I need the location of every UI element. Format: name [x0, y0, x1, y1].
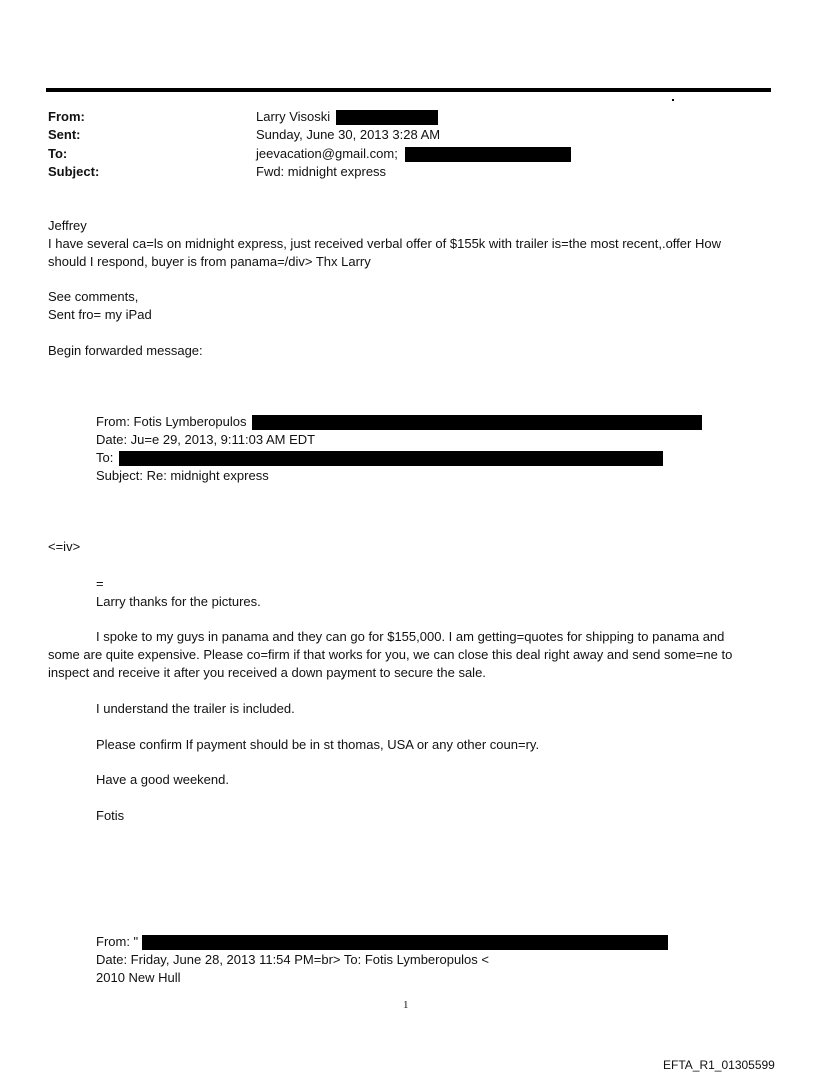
greeting: Jeffrey: [48, 218, 87, 233]
from-name: Larry Visoski: [256, 109, 331, 124]
sent-value: Sunday, June 30, 2013 3:28 AM: [256, 127, 441, 142]
redaction-box: [336, 110, 438, 125]
para1-line-3: inspect and receive it after you received a down payment to secure the sale.: [48, 665, 486, 680]
stray-dot: [672, 99, 674, 101]
hull-line: 2010 New Hull: [96, 970, 181, 985]
para1-line-1: I spoke to my guys in panama and they can go for $155,000. I am getting=quotes for shipping to panama and: [96, 629, 725, 644]
div-tag: <=iv>: [48, 539, 81, 554]
second-fwd-date: Date: Friday, June 28, 2013 11:54 PM=br> To: Fotis Lymberopulos <: [96, 952, 489, 967]
redaction-box: [142, 935, 668, 950]
para1-line-2: some are quite expensive. Please co=firm if that works for you, we can close this deal right away and send some=ne to: [48, 647, 733, 662]
fwd-from: [96, 413, 702, 431]
message-line-1: I have several ca=ls on midnight express, just received verbal offer of $155k with trailer is=the most recent,.offer How: [48, 236, 721, 251]
subject-value: Fwd: midnight express: [256, 164, 387, 179]
redaction-box: [119, 451, 663, 466]
subject-label: Subject:: [48, 164, 100, 179]
payment-line: Please confirm If payment should be in st thomas, USA or any other coun=ry.: [96, 737, 540, 752]
fwd-from-text: From: Fotis Lymberopulos: [96, 414, 247, 429]
sent-from: Sent fro= my iPad: [48, 307, 152, 322]
sent-label: Sent:: [48, 127, 81, 142]
to-value: [256, 145, 571, 163]
weekend-line: Have a good weekend.: [96, 772, 229, 787]
equals-line: =: [96, 576, 104, 591]
begin-forwarded: Begin forwarded message:: [48, 343, 203, 358]
redaction-box: [252, 415, 702, 430]
page-number: 1: [403, 999, 409, 1011]
fwd-to-text: To:: [96, 450, 114, 465]
to-email: jeevacation@gmail.com;: [256, 146, 398, 161]
thanks-line: Larry thanks for the pictures.: [96, 594, 261, 609]
trailer-line: I understand the trailer is included.: [96, 701, 295, 716]
header-rule: [46, 88, 771, 92]
to-label: To:: [48, 146, 68, 161]
fwd-subject: Subject: Re: midnight express: [96, 468, 269, 483]
fwd-to: [96, 449, 663, 467]
second-fwd-from-text: From: ": [96, 934, 139, 949]
fwd-date: Date: Ju=e 29, 2013, 9:11:03 AM EDT: [96, 432, 316, 447]
redaction-box: [405, 147, 571, 162]
from-value: [256, 108, 438, 126]
see-comments: See comments,: [48, 289, 139, 304]
signature: Fotis: [96, 808, 125, 823]
second-fwd-from: [96, 933, 668, 951]
from-label: From:: [48, 109, 85, 124]
message-line-2: should I respond, buyer is from panama=/div> Thx Larry: [48, 254, 371, 269]
footer-id: EFTA_R1_01305599: [663, 1058, 775, 1072]
